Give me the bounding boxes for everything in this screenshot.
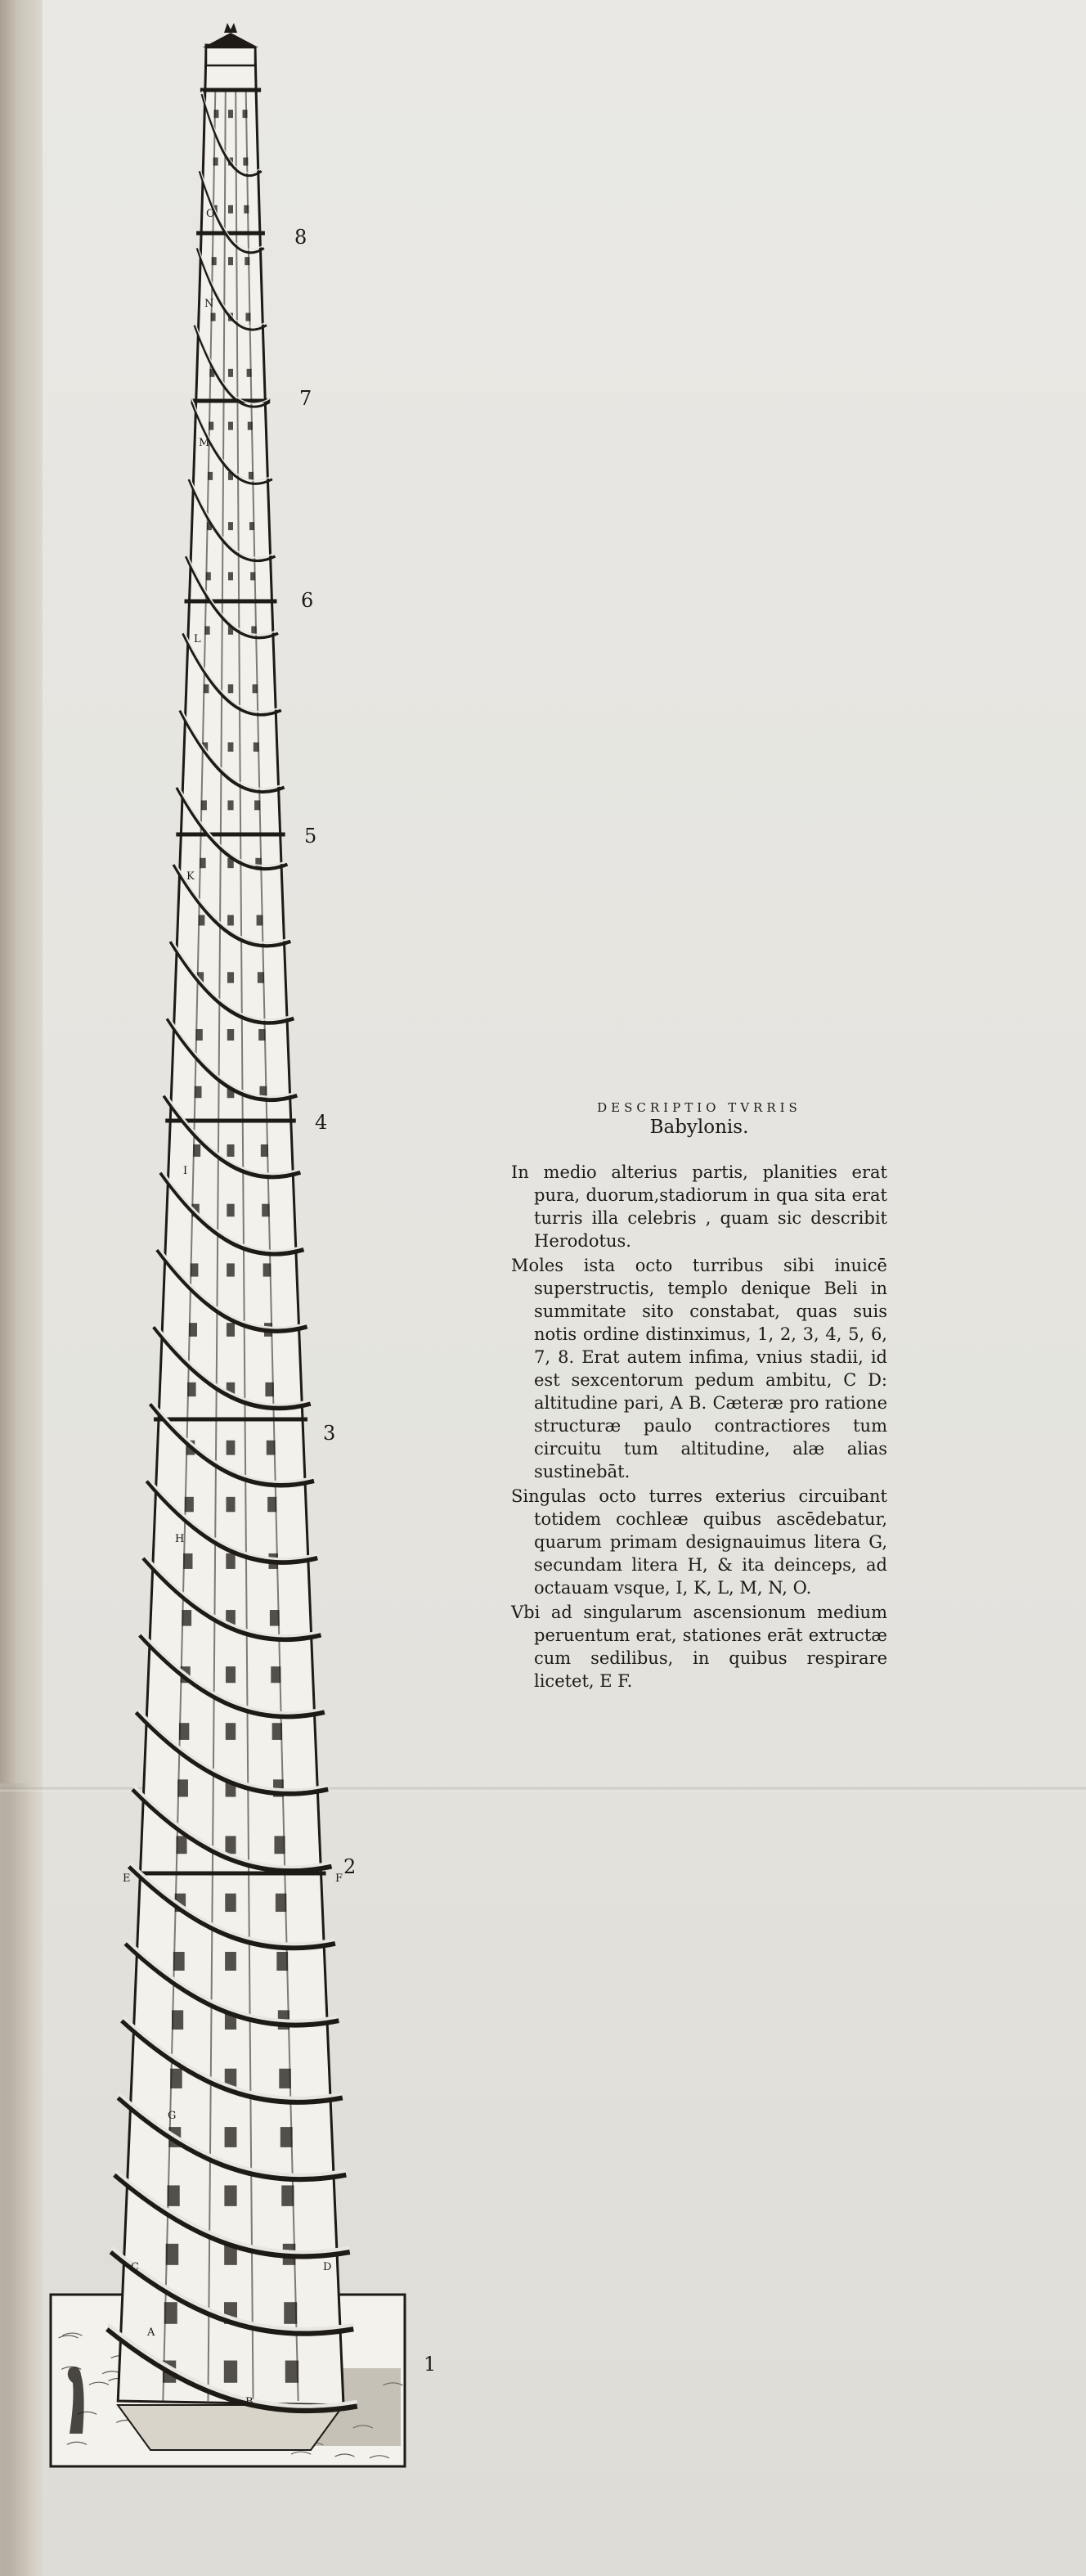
window [228, 369, 233, 377]
window [227, 1029, 234, 1041]
window [284, 2302, 297, 2324]
level-number-7: 7 [299, 387, 312, 410]
window [249, 522, 254, 530]
window [271, 1666, 280, 1683]
window [280, 2127, 293, 2147]
window [224, 2185, 236, 2205]
window [245, 313, 250, 321]
window [206, 572, 211, 580]
window [228, 257, 233, 265]
window [225, 1952, 236, 1971]
temple-crown [224, 23, 237, 33]
temple-roof [203, 33, 258, 47]
window [254, 800, 260, 810]
ramp-letter-L: L [194, 633, 201, 645]
description-text-block [511, 1100, 887, 1694]
ramp-letter-O: O [206, 208, 215, 220]
level-number-3: 3 [323, 1422, 336, 1445]
window [225, 1894, 236, 1912]
level-number-8: 8 [294, 226, 307, 249]
window [199, 915, 205, 926]
window [276, 1894, 286, 1912]
level-number-4: 4 [315, 1111, 328, 1134]
window [249, 472, 254, 480]
window [193, 1144, 200, 1157]
window [247, 369, 252, 377]
window [254, 742, 259, 751]
window [213, 110, 218, 118]
window [243, 110, 248, 118]
window [225, 2127, 237, 2147]
window [227, 1204, 234, 1217]
window [227, 1263, 235, 1276]
window [227, 1323, 235, 1337]
column-line [225, 90, 226, 233]
window [262, 1204, 269, 1217]
window [189, 1323, 197, 1337]
window [204, 626, 209, 634]
window [281, 2185, 294, 2205]
window [227, 1144, 234, 1157]
window [182, 1610, 191, 1626]
heading-line-2: Babylonis. [649, 1117, 749, 1138]
ramp-letter-I: I [183, 1165, 188, 1177]
window [267, 1497, 276, 1512]
window [201, 800, 207, 810]
window [228, 205, 233, 214]
window [173, 1952, 185, 1971]
window [183, 1553, 192, 1569]
window [227, 1441, 236, 1455]
window [200, 858, 205, 868]
window [228, 422, 233, 430]
ramp-letter-N: N [204, 298, 214, 310]
window [279, 2069, 291, 2088]
window [179, 1723, 189, 1740]
window [228, 110, 233, 118]
window [204, 684, 209, 693]
window [227, 915, 234, 926]
window [170, 2069, 182, 2088]
paragraph-2: Moles ista octo turribus sibi inuicē superstructis, templo denique Beli in summitate sito constabat, quas suis notis ordine distinximus, 1, 2, 3, 4, 5, 6, 7, 8. Erat autem infima, vnius stadii, id est sexcentorum pedum ambitu, C D: altitudine pari, A B. Cæteræ pro ratione structuræ paulo contractiores tum circuitu tum altitudine, alæ alias sustinebāt. [511, 1256, 887, 1481]
temple-block [206, 47, 255, 65]
window [166, 2244, 179, 2265]
window [226, 1723, 236, 1740]
window [272, 1723, 282, 1740]
window [228, 684, 234, 693]
window [208, 472, 213, 480]
ramp-letter-E: E [123, 1872, 131, 1885]
ramp-letter-H: H [175, 1533, 185, 1545]
level-number-5: 5 [304, 825, 317, 847]
window [167, 2185, 179, 2205]
window [276, 1952, 288, 1971]
ramp-letter-G: G [168, 2110, 177, 2122]
temple-of-belus-top [203, 23, 258, 65]
window [274, 1836, 285, 1854]
window [228, 742, 234, 751]
paragraph-1: In medio alterius partis, planities erat pura, duorum,stadiorum in qua sita erat turris illa celebris , quam sic describit Herodotus. [511, 1162, 887, 1251]
ramp-letter-B: B [245, 2396, 254, 2408]
window [227, 972, 234, 982]
window [227, 800, 233, 810]
window [164, 2302, 177, 2324]
ramp-letter-F: F [335, 1872, 343, 1885]
window [177, 1779, 188, 1796]
column-line [224, 233, 225, 401]
window [187, 1382, 195, 1396]
window [243, 158, 248, 166]
window [212, 257, 217, 265]
window [225, 1836, 236, 1854]
window [226, 1497, 235, 1512]
window [172, 2010, 183, 2030]
window [185, 1497, 194, 1512]
level-number-2: 2 [343, 1855, 357, 1878]
window [248, 422, 253, 430]
window [195, 1086, 202, 1098]
window [270, 1610, 280, 1626]
level-number-1: 1 [424, 2353, 437, 2376]
level-number-6: 6 [301, 589, 314, 612]
paragraph-3: Singulas octo turres exterius circuibant totidem cochleæ quibus ascēdebatur, quarum primam designauimus litera G, secundam litera H, & ita deinceps, ad octauam vsque, I, K, L, M, N, O. [511, 1486, 887, 1598]
window [191, 1263, 199, 1276]
window [285, 2361, 298, 2383]
window [244, 205, 249, 214]
ramp-letter-A: A [147, 2326, 155, 2339]
window [267, 1441, 276, 1455]
window [195, 1029, 202, 1041]
window [257, 915, 263, 926]
heading-line-1: DESCRIPTIO TVRRIS [597, 1100, 801, 1115]
window [213, 158, 218, 166]
column-line [236, 233, 237, 401]
ramp-letter-D: D [323, 2261, 332, 2273]
window [245, 257, 249, 265]
window [228, 572, 233, 580]
window [265, 1382, 273, 1396]
ramp-letter-K: K [186, 870, 195, 883]
window [250, 572, 255, 580]
window [263, 1263, 272, 1276]
window [211, 313, 216, 321]
window [228, 522, 233, 530]
window [226, 1553, 235, 1569]
ramp-letter-C: C [131, 2261, 139, 2273]
paragraph-4: Vbi ad singularum ascensionum medium peruentum erat, stationes erāt extructæ cum sedilibus, in quibus respirare licetet, E F. [511, 1603, 887, 1691]
window [258, 1029, 265, 1041]
window [258, 972, 264, 982]
window [261, 1144, 268, 1157]
window [209, 422, 213, 430]
window [226, 1666, 236, 1683]
window [224, 2361, 237, 2383]
ramp-letter-M: M [199, 437, 210, 449]
window [176, 1836, 186, 1854]
window [253, 684, 258, 693]
